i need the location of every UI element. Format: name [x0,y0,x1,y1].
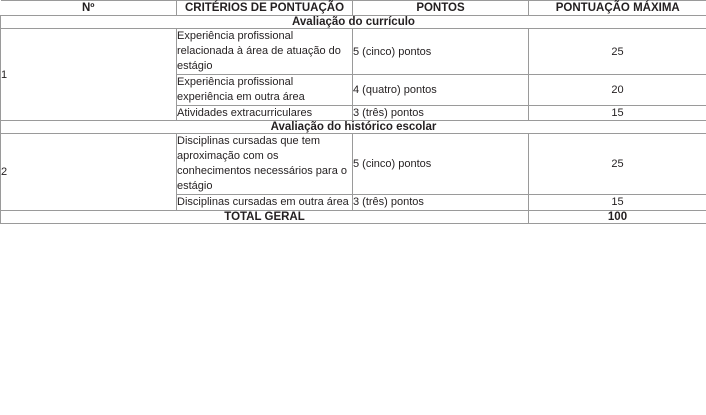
row-number-1: 1 [1,29,177,121]
points-text: 3 (três) pontos [353,194,529,210]
header-criterios: CRITÉRIOS DE PONTUAÇÃO [177,1,353,16]
points-text: 5 (cinco) pontos [353,29,529,75]
criteria-text: Experiência profissional relacionada à área de atuação do estágio [177,29,353,75]
section-title-historico: Avaliação do histórico escolar [1,121,706,134]
section-header-row [1,121,706,134]
header-pontuacao-maxima: PONTUAÇÃO MÁXIMA [529,1,706,16]
section-title-curriculo: Avaliação do currículo [1,16,706,29]
points-text: 5 (cinco) pontos [353,134,529,194]
max-points-text: 20 [529,74,706,105]
criteria-text: Disciplinas cursadas em outra área [177,194,353,210]
table-header-row [1,1,706,16]
row-number-2: 2 [1,134,177,210]
max-points-text: 15 [529,194,706,210]
table-row [1,134,706,194]
criteria-text: Disciplinas cursadas que tem aproximação com os conhecimentos necessários para o estágio [177,134,353,194]
section-header-row [1,16,706,29]
table-row [1,29,706,75]
header-numero: Nº [1,1,177,16]
points-text: 4 (quatro) pontos [353,74,529,105]
header-pontos: PONTOS [353,1,529,16]
criteria-text: Atividades extracurriculares [177,105,353,121]
max-points-text: 25 [529,29,706,75]
criteria-text: Experiência profissional experiência em outra área [177,74,353,105]
points-text: 3 (três) pontos [353,105,529,121]
total-row [1,210,706,223]
max-points-text: 25 [529,134,706,194]
total-value: 100 [529,210,706,223]
total-label: TOTAL GERAL [1,210,529,223]
max-points-text: 15 [529,105,706,121]
